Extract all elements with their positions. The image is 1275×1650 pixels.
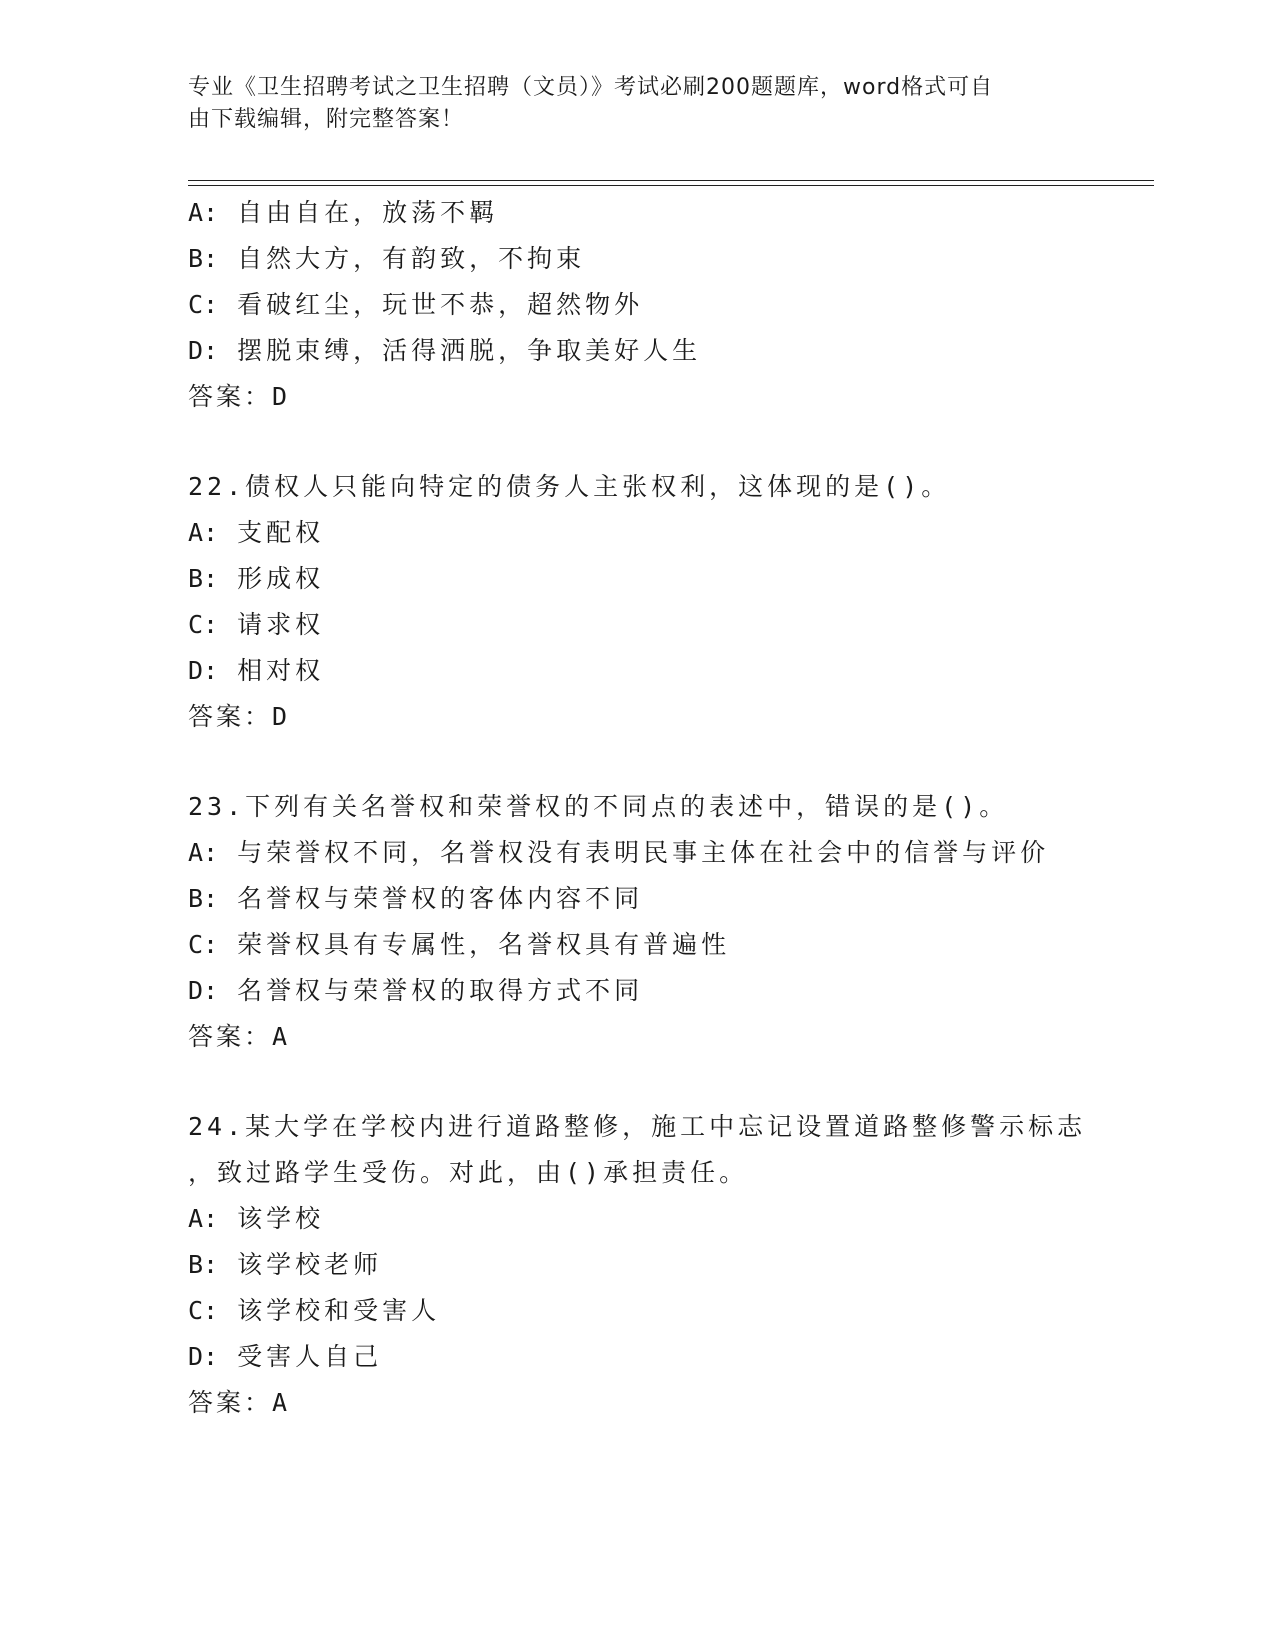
option-key: C: [188, 290, 219, 319]
header-divider-bottom [188, 185, 1154, 186]
header-divider-top [188, 180, 1154, 181]
question-stem: 23.下列有关名誉权和荣誉权的不同点的表述中，错误的是()。 [188, 792, 1009, 821]
option-d [188, 328, 1088, 374]
answer-label: 答案： [188, 382, 273, 411]
option-key: C: [188, 610, 219, 639]
answer-value: A [272, 1388, 291, 1417]
option-b [188, 876, 1088, 922]
option-c [188, 1288, 1088, 1334]
option-text: 名誉权与荣誉权的取得方式不同 [237, 976, 644, 1005]
question-stem: 22.债权人只能向特定的债务人主张权利，这体现的是()。 [188, 472, 951, 501]
question-21-tail [188, 190, 1088, 420]
option-key: B: [188, 244, 219, 273]
option-a [188, 1196, 1088, 1242]
answer-value: D [272, 382, 291, 411]
option-text: 名誉权与荣誉权的客体内容不同 [237, 884, 644, 913]
option-text: 该学校老师 [237, 1250, 383, 1279]
option-b [188, 556, 1088, 602]
option-text: 该学校 [237, 1204, 325, 1233]
option-key: A: [188, 838, 219, 867]
option-d [188, 648, 1088, 694]
option-key: B: [188, 564, 219, 593]
option-key: D: [188, 1342, 219, 1371]
option-text: 该学校和受害人 [237, 1296, 441, 1325]
option-key: B: [188, 884, 219, 913]
option-key: C: [188, 930, 219, 959]
answer [188, 1014, 1088, 1060]
option-text: 摆脱束缚，活得洒脱，争取美好人生 [237, 336, 702, 365]
option-c [188, 602, 1088, 648]
question-list [188, 190, 1088, 1426]
answer [188, 1380, 1088, 1426]
option-text: 支配权 [237, 518, 325, 547]
answer-value: A [272, 1022, 291, 1051]
option-key: D: [188, 656, 219, 685]
option-key: A: [188, 1204, 219, 1233]
header-title-line-2: 由下载编辑，附完整答案！ [188, 107, 465, 132]
question-stem-line-2: ，致过路学生受伤。对此，由()承担责任。 [188, 1158, 749, 1187]
option-key: D: [188, 976, 219, 1005]
option-text: 与荣誉权不同，名誉权没有表明民事主体在社会中的信誉与评价 [237, 838, 1050, 867]
answer [188, 374, 1088, 420]
answer [188, 694, 1088, 740]
option-text: 荣誉权具有专属性，名誉权具有普遍性 [237, 930, 731, 959]
option-a [188, 830, 1088, 876]
option-a [188, 190, 1088, 236]
answer-label: 答案： [188, 1022, 273, 1051]
option-c [188, 922, 1088, 968]
option-key: A: [188, 518, 219, 547]
option-text: 形成权 [237, 564, 325, 593]
option-b [188, 1242, 1088, 1288]
option-b [188, 236, 1088, 282]
header-title-line-1: 专业《卫生招聘考试之卫生招聘（文员）》考试必刷200题题库，word格式可自 [188, 75, 994, 100]
option-a [188, 510, 1088, 556]
option-key: B: [188, 1250, 219, 1279]
option-text: 自由自在，放荡不羁 [237, 198, 499, 227]
question-23 [188, 784, 1088, 1060]
option-c [188, 282, 1088, 328]
answer-label: 答案： [188, 702, 273, 731]
option-key: A: [188, 198, 219, 227]
option-key: D: [188, 336, 219, 365]
option-text: 相对权 [237, 656, 325, 685]
question-22 [188, 464, 1088, 740]
answer-value: D [272, 702, 291, 731]
document-header [188, 72, 1068, 136]
option-text: 看破红尘，玩世不恭，超然物外 [237, 290, 644, 319]
question-24 [188, 1104, 1088, 1426]
option-text: 受害人自己 [237, 1342, 383, 1371]
question-stem-line-1: 24.某大学在学校内进行道路整修，施工中忘记设置道路整修警示标志 [188, 1112, 1087, 1141]
answer-label: 答案： [188, 1388, 273, 1417]
option-d [188, 1334, 1088, 1380]
option-d [188, 968, 1088, 1014]
option-text: 请求权 [237, 610, 325, 639]
option-key: C: [188, 1296, 219, 1325]
option-text: 自然大方，有韵致，不拘束 [237, 244, 586, 273]
